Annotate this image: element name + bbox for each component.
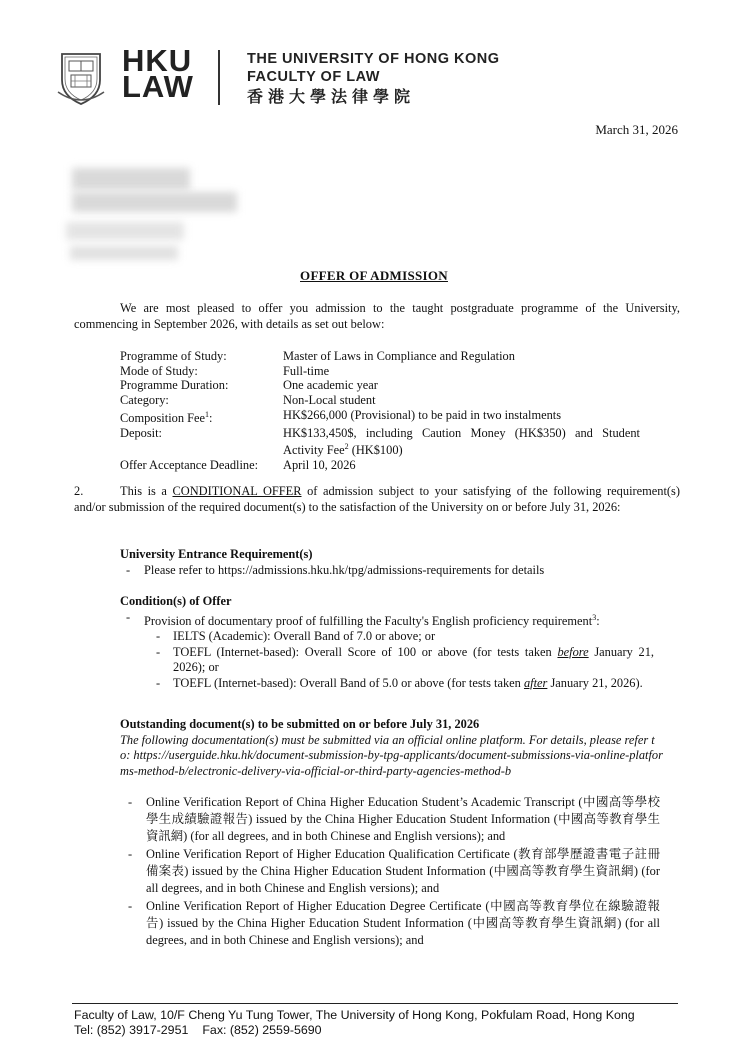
document-item: - Online Verification Report of Higher Education Qualification Certificate (教育部學歷證書電子註冊備案表) issued by the China Higher Education Student Information (中國高等教育學生資訊網) (for all degrees, and in both Chinese and English versions); and <box>120 846 660 897</box>
footnote-ref: 3 <box>592 612 597 622</box>
condition-subitem <box>120 676 680 692</box>
detail-label: Mode of Study: <box>120 363 198 378</box>
university-chinese-name: 香港大學法律學院 <box>247 89 416 106</box>
subitem-text: IELTS (Academic): Overall Band of 7.0 or above; or <box>173 629 436 644</box>
outstanding-section <box>120 717 665 779</box>
subitem-text: TOEFL (Internet-based): Overall Band of 5.0 or above (for tests taken <box>173 675 524 690</box>
conditional-offer-paragraph <box>74 483 680 515</box>
conditional-offer-highlight: CONDITIONAL OFFER <box>172 484 302 498</box>
letter-date: March 31, 2026 <box>595 122 678 137</box>
subitem-text-tail: January 21, 2026); or <box>173 644 655 675</box>
letter-title: OFFER OF ADMISSION <box>300 268 448 283</box>
subitem-text-tail: January 21, 2026). <box>547 675 643 690</box>
detail-label: Category: <box>120 393 169 408</box>
outstanding-note: The following documentation(s) must be submitted via an official online platform. For details, please refer to: https://userguide.hku.hk/document-submission-by-tpg-applicants/document-submissions-via-online-platforms-method-b/electronic-delivery-via-official-or-third-party-agencies-method-b <box>120 732 663 778</box>
detail-value: April 10, 2026 <box>283 458 356 473</box>
conditions-item <box>118 610 680 630</box>
detail-label <box>120 408 283 426</box>
redacted-recipient-address-1 <box>72 192 237 212</box>
detail-label: Offer Acceptance Deadline: <box>120 458 259 473</box>
condition-subitem <box>120 629 680 645</box>
university-crest-icon <box>56 50 106 106</box>
detail-label: Programme Duration: <box>120 378 229 393</box>
outstanding-documents-list <box>120 794 660 949</box>
detail-row <box>120 426 640 459</box>
condition-subitem <box>120 645 680 676</box>
outstanding-heading: Outstanding document(s) to be submitted on or before July 31, 2026 <box>120 717 480 731</box>
logo-top-text: HKU <box>122 43 193 78</box>
footnote-ref: 1 <box>205 409 210 419</box>
programme-details <box>120 349 640 473</box>
entrance-section <box>120 547 680 578</box>
document-item: - Online Verification Report of China Higher Education Student’s Academic Transcript (中國高等學校學生成績驗證報告) issued by the China Higher Education Student Information (中國高等教育學生資訊網) (for all degrees, and in both Chinese and English versions); and <box>120 794 660 845</box>
footer-tel: Tel: (852) 3917-2951 <box>74 1023 189 1037</box>
redacted-recipient-address-3 <box>70 246 178 260</box>
detail-value: One academic year <box>283 378 378 393</box>
entrance-item: - Please refer to https://admissions.hku.hk/tpg/admissions-requirements for details <box>118 563 680 579</box>
subitem-emphasis: after <box>523 675 548 690</box>
detail-value: Non-Local student <box>283 393 376 408</box>
detail-value: Full-time <box>283 363 330 378</box>
detail-row <box>120 458 640 473</box>
value-tail: (HK$100) <box>348 443 403 458</box>
conditions-section <box>120 594 680 691</box>
detail-label: Deposit: <box>120 425 162 440</box>
hku-law-logo <box>122 43 194 104</box>
faculty-line: FACULTY OF LAW <box>247 69 380 85</box>
detail-value: Master of Laws in Compliance and Regulation <box>283 349 515 363</box>
footnote-ref: 2 <box>344 442 349 452</box>
value-text: HK$133,450$, including Caution Money (HK$350) and Student Activity Fee <box>283 425 640 458</box>
intro-paragraph: We are most pleased to offer you admission to the taught postgraduate programme of the University, commencing in September 2026, with details as set out below: <box>74 301 680 331</box>
redacted-recipient-name <box>72 168 190 190</box>
university-line1: THE UNIVERSITY OF HONG KONG <box>247 51 500 67</box>
detail-row <box>120 378 640 393</box>
document-item: - Online Verification Report of Higher Education Degree Certificate (中國高等教育學位在線驗證報告) issued by the China Higher Education Student Information (中國高等教育學生資訊網) (for all degrees, and in both Chinese and English versions); and <box>120 898 660 949</box>
conditions-item-colon: : <box>596 613 600 628</box>
footer-address: Faculty of Law, 10/F Cheng Yu Tung Tower, The University of Hong Kong, Pokfulam Road, Hong Kong <box>74 1008 635 1022</box>
conditional-after: of admission subject to your satisfying of the following requirement(s) and/or submission of the required document(s) to the satisfaction of the University on or before July 31, 2026: <box>74 484 680 514</box>
detail-row <box>120 349 640 364</box>
label-text: Composition Fee <box>120 410 206 425</box>
footer-fax: Fax: (852) 2559-5690 <box>202 1023 322 1037</box>
detail-value: HK$266,000 (Provisional) to be paid in two instalments <box>283 407 562 422</box>
logo-divider <box>218 50 220 105</box>
university-name-block <box>247 50 500 109</box>
footer-divider <box>72 1003 678 1004</box>
subitem-emphasis: before <box>557 644 589 659</box>
paragraph-number: 2. <box>74 484 84 498</box>
conditions-heading: Condition(s) of Offer <box>120 594 232 608</box>
detail-label: Programme of Study: <box>120 349 227 363</box>
footer-contact <box>74 1023 635 1038</box>
label-colon: : <box>209 410 213 425</box>
footer <box>74 1008 635 1038</box>
logo-bottom-text: LAW <box>122 69 194 104</box>
subitem-text: TOEFL (Internet-based): Overall Score of 100 or above (for tests taken <box>173 644 558 659</box>
detail-row <box>120 408 640 426</box>
entrance-heading: University Entrance Requirement(s) <box>120 547 313 561</box>
redacted-recipient-address-2 <box>66 222 184 240</box>
detail-row <box>120 393 640 408</box>
conditional-before: This is a <box>120 484 173 498</box>
detail-value <box>283 426 640 459</box>
detail-row <box>120 364 640 379</box>
conditions-item-text: Provision of documentary proof of fulfilling the Faculty's English proficiency requirement <box>144 613 593 628</box>
